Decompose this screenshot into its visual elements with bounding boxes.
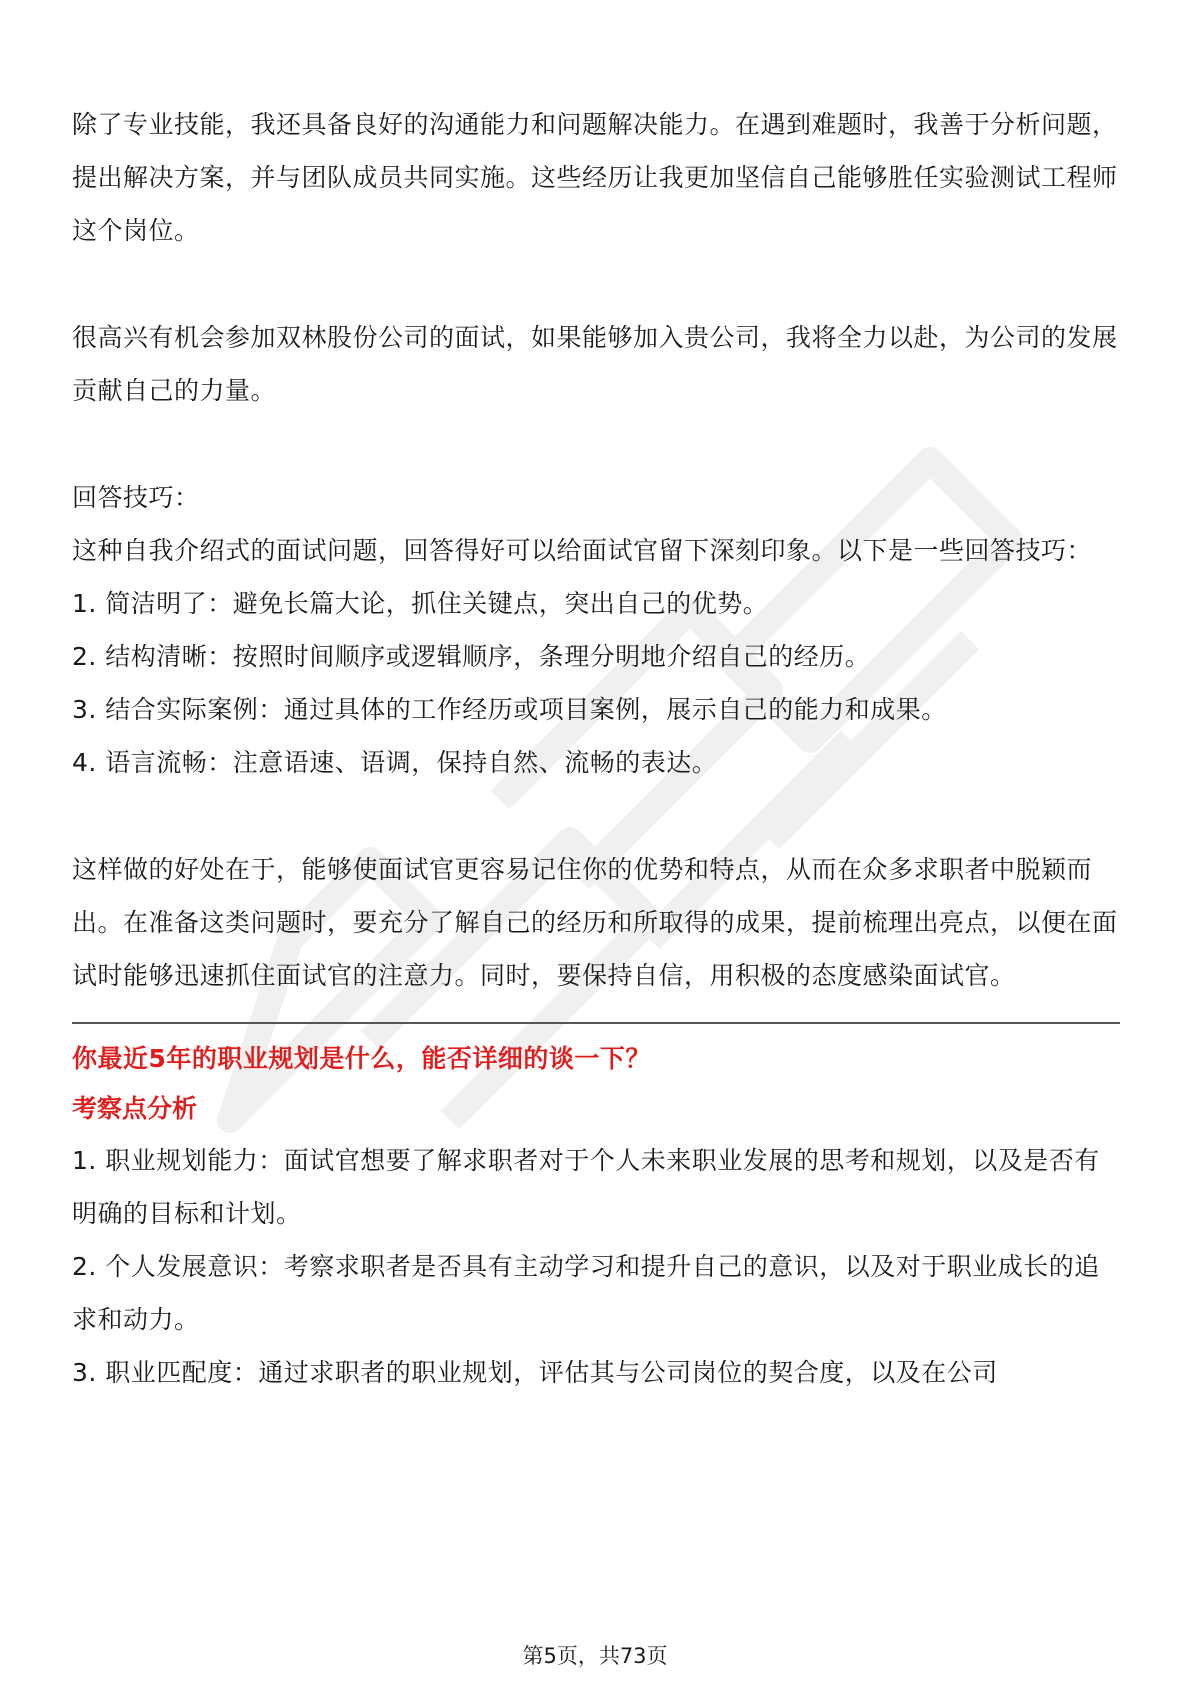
analysis-point: 3. 职业匹配度：通过求职者的职业规划，评估其与公司岗位的契合度，以及在公司 [72, 1358, 998, 1387]
paragraph-skills: 除了专业技能，我还具备良好的沟通能力和问题解决能力。在遇到难题时，我善于分析问题，提出解决方案，并与团队成员共同实施。这些经历让我更加坚信自己能够胜任实验测试工程师这个岗位。 [72, 110, 1118, 245]
tips-intro: 这种自我介绍式的面试问题，回答得好可以给面试官留下深刻印象。以下是一些回答技巧： [72, 536, 1093, 565]
analysis-heading: 考察点分析 [72, 1094, 198, 1123]
section-divider [72, 1022, 1120, 1024]
analysis-point: 2. 个人发展意识：考察求职者是否具有主动学习和提升自己的意识，以及对于职业成长的追求和动力。 [72, 1252, 1100, 1334]
tip-item: 3. 结合实际案例：通过具体的工作经历或项目案例，展示自己的能力和成果。 [72, 695, 947, 724]
tip-item: 1. 简洁明了：避免长篇大论，抓住关键点，突出自己的优势。 [72, 589, 769, 618]
paragraph-closing: 很高兴有机会参加双林股份公司的面试，如果能够加入贵公司，我将全力以赴，为公司的发展贡献自己的力量。 [72, 323, 1118, 405]
page-number: 第5页，共73页 [522, 1644, 668, 1668]
question-title: 你最近5年的职业规划是什么，能否详细的谈一下？ [72, 1044, 651, 1073]
analysis-point: 1. 职业规划能力：面试官想要了解求职者对于个人未来职业发展的思考和规划，以及是否有明确的目标和计划。 [72, 1146, 1100, 1228]
tips-heading: 回答技巧： [72, 483, 200, 512]
tip-item: 2. 结构清晰：按照时间顺序或逻辑顺序，条理分明地介绍自己的经历。 [72, 642, 871, 671]
document-body [72, 98, 1120, 1399]
tip-item: 4. 语言流畅：注意语速、语调，保持自然、流畅的表达。 [72, 748, 718, 777]
tips-conclusion: 这样做的好处在于，能够使面试官更容易记住你的优势和特点，从而在众多求职者中脱颖而出。在准备这类问题时，要充分了解自己的经历和所取得的成果，提前梳理出亮点，以便在面试时能够迅速抓住面试官的注意力。同时，要保持自信，用积极的态度感染面试官。 [72, 855, 1118, 990]
